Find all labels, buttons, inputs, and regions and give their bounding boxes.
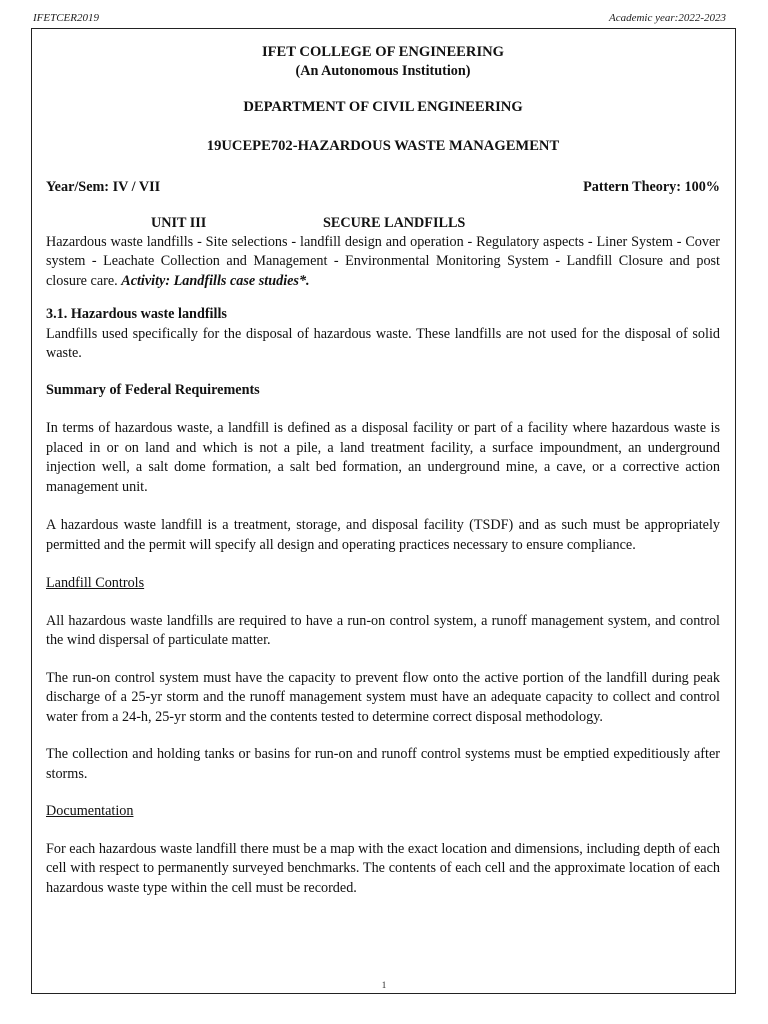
unit-number: UNIT III xyxy=(151,214,207,231)
activity-text: Activity: Landfills case studies*. xyxy=(121,272,310,289)
department-title: DEPARTMENT OF CIVIL ENGINEERING xyxy=(243,99,523,115)
federal-paragraph-1: In terms of hazardous waste, a landfill is defined as a disposal facility or part of a facility where hazardous waste is placed in or on land and which is not a pile, a land treatment facility, a surface impoundment, an underground injection well, a salt dome formation, a salt bed formation, an underground mine, a cave, or a corrective action management unit. xyxy=(46,420,720,495)
college-name: IFET COLLEGE OF ENGINEERING xyxy=(261,44,505,60)
controls-paragraph-2: The run-on control system must have the capacity to prevent flow onto the active portion of the landfill during peak discharge of a 25-yr storm and the runoff management system must have an adequate capacity to collect and control water from a 24-h, 25-yr storm and the contents tested to determine correct disposal methodology. xyxy=(46,669,720,725)
federal-paragraph-2: A hazardous waste landfill is a treatment, storage, and disposal facility (TSDF) and as such must be appropriately permitted and the permit will specify all design and operating practices necessary to ensure compliance. xyxy=(46,517,720,553)
course-title: 19UCEPE702-HAZARDOUS WASTE MANAGEMENT xyxy=(206,137,560,154)
section-3-1-heading: 3.1. Hazardous waste landfills xyxy=(46,306,227,322)
landfill-controls-heading: Landfill Controls xyxy=(46,575,145,591)
documentation-heading: Documentation xyxy=(46,803,134,819)
controls-paragraph-1: All hazardous waste landfills are required to have a run-on control system, a runoff management system, and control the wind dispersal of particulate matter. xyxy=(46,612,720,648)
header-course-code: IFETCER2019 xyxy=(33,12,99,24)
documentation-paragraph-1: For each hazardous waste landfill there must be a map with the exact location and dimensions, including depth of each cell with respect to permanently surveyed benchmarks. The contents of each cell and the approximate location of each hazardous waste type within the cell must be recorded. xyxy=(46,840,720,896)
section-3-1-text: Landfills used specifically for the disposal of hazardous waste. These landfills are not used for the disposal of solid waste. xyxy=(46,325,720,361)
unit-title: SECURE LANDFILLS xyxy=(323,214,466,231)
year-pattern-line xyxy=(46,178,720,198)
unit-heading xyxy=(46,214,720,233)
unit-syllabus xyxy=(46,233,720,292)
page-number: 1 xyxy=(381,980,387,990)
document-body xyxy=(46,43,720,898)
pattern-theory: Pattern Theory: 100% xyxy=(583,179,720,195)
controls-paragraph-3: The collection and holding tanks or basins for run-on and runoff control systems must be emptied expeditiously after storms. xyxy=(46,746,720,782)
year-sem: Year/Sem: IV / VII xyxy=(46,179,161,195)
federal-requirements-heading: Summary of Federal Requirements xyxy=(46,381,260,398)
syllabus-text: Hazardous waste landfills - Site selections - landfill design and operation - Regulatory aspects - Liner System - Cover system - Leachate Collection and Management - Environmental Monitoring System - Landfill Closure and post closure care. xyxy=(46,233,720,289)
header-academic-year: Academic year:2022-2023 xyxy=(609,12,726,24)
autonomous-label: (An Autonomous Institution) xyxy=(295,63,471,79)
